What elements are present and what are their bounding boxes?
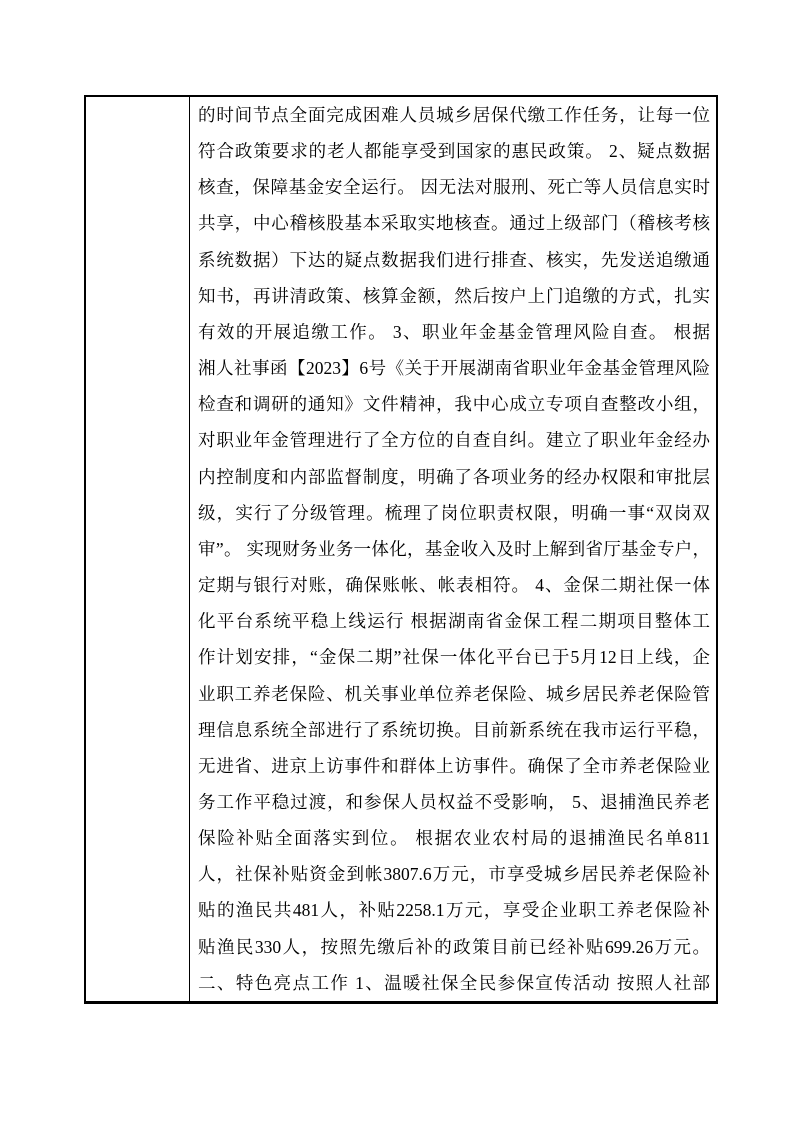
text-line: 核查，保障基金安全运行。 因无法对服刑、死亡等人员信息实时 bbox=[198, 177, 710, 198]
text-line: 作计划安排，“金保二期”社保一体化平台已于5月12日上线，企 bbox=[198, 647, 710, 668]
text-line: 湘人社事函【2023】6号《关于开展湖南省职业年金基金管理风险 bbox=[198, 358, 710, 379]
text-line: 化平台系统平稳上线运行 根据湖南省金保工程二期项目整体工 bbox=[198, 611, 710, 632]
text-line: 二、特色亮点工作 1、温暖社保全民参保宣传活动 按照人社部 bbox=[198, 972, 710, 993]
text-line: 符合政策要求的老人都能享受到国家的惠民政策。 2、疑点数据 bbox=[198, 141, 710, 162]
text-line: 级，实行了分级管理。梳理了岗位职责权限，明确一事“双岗双 bbox=[198, 502, 710, 523]
text-line: 有效的开展追缴工作。 3、职业年金基金管理风险自查。 根据 bbox=[198, 321, 710, 342]
text-line: 业职工养老保险、机关事业单位养老保险、城乡居民养老保险管 bbox=[198, 683, 710, 704]
text-line: 内控制度和内部监督制度，明确了各项业务的经办权限和审批层 bbox=[198, 466, 710, 487]
text-line: 定期与银行对账，确保账帐、帐表相符。 4、金保二期社保一体 bbox=[198, 575, 710, 596]
text-line: 理信息系统全部进行了系统切换。目前新系统在我市运行平稳， bbox=[198, 719, 710, 740]
text-line: 对职业年金管理进行了全方位的自查自纠。建立了职业年金经办 bbox=[198, 430, 710, 451]
text-line: 检查和调研的通知》文件精神，我中心成立专项自查整改小组， bbox=[198, 394, 710, 415]
table-content-cell bbox=[190, 97, 716, 1001]
text-line: 的时间节点全面完成困难人员城乡居保代缴工作任务，让每一位 bbox=[198, 105, 710, 125]
text-line: 保险补贴全面落实到位。 根据农业农村局的退捕渔民名单811 bbox=[198, 828, 710, 849]
text-line: 共享，中心稽核股基本采取实地核查。通过上级部门（稽核考核 bbox=[198, 213, 710, 234]
text-line: 无进省、进京上访事件和群体上访事件。确保了全市养老保险业 bbox=[198, 755, 710, 776]
text-line: 贴的渔民共481人，补贴2258.1万元，享受企业职工养老保险补 bbox=[198, 900, 710, 921]
text-line: 审”。 实现财务业务一体化，基金收入及时上解到省厅基金专户， bbox=[198, 538, 710, 559]
text-line: 务工作平稳过渡，和参保人员权益不受影响， 5、退捕渔民养老 bbox=[198, 791, 710, 812]
text-line: 贴渔民330人，按照先缴后补的政策目前已经补贴699.26万元。 bbox=[198, 936, 710, 957]
table-label-cell bbox=[86, 97, 190, 1001]
text-line: 知书，再讲清政策、核算金额，然后按户上门追缴的方式，扎实 bbox=[198, 285, 710, 306]
text-line: 系统数据）下达的疑点数据我们进行排查、核实，先发送追缴通 bbox=[198, 249, 710, 270]
report-table bbox=[84, 95, 718, 1004]
text-line: 人，社保补贴资金到帐3807.6万元，市享受城乡居民养老保险补 bbox=[198, 864, 710, 885]
